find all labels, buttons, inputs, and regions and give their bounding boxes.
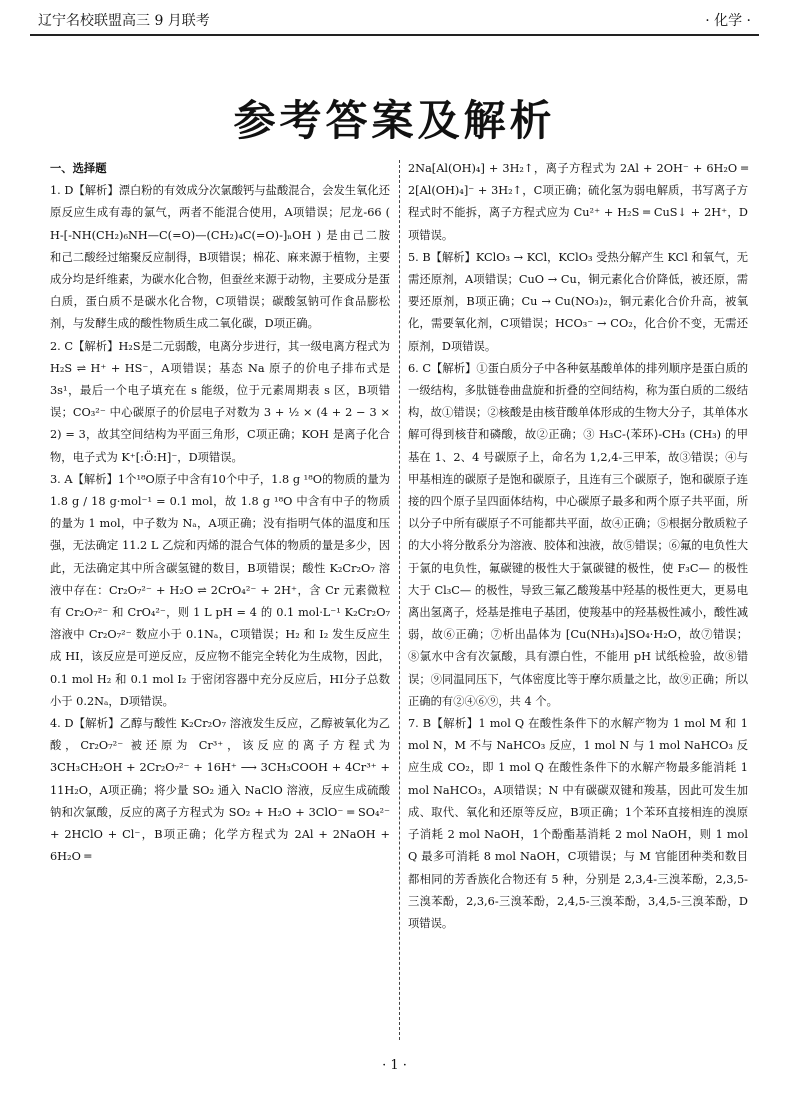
answer-4: 4. D【解析】乙醇与酸性 K₂Cr₂O₇ 溶液发生反应，乙醇被氧化为乙酸，Cr₂O₇²⁻ 被还原为 Cr³⁺，该反应的离子方程式为 3CH₃CH₂OH + 2Cr₂O₇²⁻ + 16H⁺ ⟶ 3CH₃COOH + 4Cr³⁺ + 11H₂O，A项正确；将少量 SO₂ 通入 NaClO 溶液，反应生成硫酸钠和次氯酸，反应的离子方程式为 SO₂ + H₂O + 3ClO⁻ ═ SO₄²⁻ + 2HClO + Cl⁻，B项正确；化学方程式为 2Al + 2NaOH + 6H₂O ═ [50, 717, 390, 864]
answer-6: 6. C【解析】①蛋白质分子中各种氨基酸单体的排列顺序是蛋白质的一级结构，多肽链卷曲盘旋和折叠的空间结构，称为蛋白质的二级结构，故①错误；②核酸是由核苷酸单体形成的生物大分子，其单体水解可得到核苷和磷酸，故②正确；③ H₃C-⟨苯环⟩-CH₃ (CH₃) 的甲基在 1、2、4 号碳原子上，命名为 1,2,4-三甲苯，故③错误；④与甲基相连的碳原子是饱和碳原子，且连有三个碳原子，饱和碳原子连接的四个原子呈四面体结构，中心碳原子最多和两个原子共平面，所以分子中所有碳原子不可能都共平面，故④正确；⑤根据分散质粒子的大小将分散系分为溶液、胶体和浊液，故⑤错误；⑥氟的电负性大于氯的电负性，氟碳键的极性大于氯碳键的极性，使 F₃C— 的极性大于 Cl₃C— 的极性，导致三氟乙酸羧基中羟基的极性更大，更易电离出氢离子，烃基是推电子基团，使羧基中的羟基极性减小，酸性减弱，故⑥正确；⑦析出晶体为 [Cu(NH₃)₄]SO₄·H₂O，故⑦错误；⑧氯水中含有次氯酸，具有漂白性，不能用 pH 试纸检验，故⑧错误；⑨同温同压下，气体密度比等于摩尔质量之比，故⑨正确；所以正确的有②④⑥⑨，共 4 个。 [408, 361, 748, 708]
answer-2: 2. C【解析】H₂S是二元弱酸，电离分步进行，其一级电离方程式为 H₂S ⇌ H⁺ + HS⁻，A项错误；基态 Na 原子的价电子排布式是 3s¹，最后一个电子填充在 s 能级，位于元素周期表 s 区，B项错误；CO₃²⁻ 中心碳原子的价层电子对数为 3 + ½ × (4 + 2 − 3 × 2) = 3，故其空间结构为平面三角形，C项正确；KOH 是离子化合物，电子式为 K⁺[:Ö:H]⁻，D项错误。 [50, 339, 390, 464]
page-header [30, 8, 759, 36]
right-column [408, 158, 748, 935]
left-column [50, 158, 390, 869]
exam-title: 辽宁名校联盟高三 9 月联考 [38, 13, 210, 29]
answer-1: 1. D【解析】漂白粉的有效成分次氯酸钙与盐酸混合，会发生氧化还原反应生成有毒的氯气，两者不能混合使用，A项错误；尼龙-66 ( H-[-NH(CH₂)₆NH—C(=O)—(CH₂)₄C(=O)-]ₙOH ) 是由己二胺和己二酸经过缩聚反应制得，B项错误；棉花、麻来源于植物，主要成分均是纤维素，为碳水化合物，但蚕丝来源于动物，主要成分是蛋白质，蛋白质不是碳水化合物，C项错误；碳酸氢钠可作食品膨松剂，与发酵生成的酸性物质生成二氧化碳，D项正确。 [50, 184, 390, 331]
document-title: 参考答案及解析 [233, 96, 556, 145]
page-number: · 1 · [382, 1058, 407, 1073]
answer-5: 5. B【解析】KClO₃ → KCl，KClO₃ 受热分解产生 KCl 和氧气，无需还原剂，A项错误；CuO → Cu，铜元素化合价降低，被还原，需要还原剂，B项正确；Cu → Cu(NO₃)₂，铜元素化合价升高，被氧化，需要氧化剂，C项错误；HCO₃⁻ → CO₂，化合价不变，无需还原剂，D项错误。 [408, 250, 748, 353]
section-heading: 一、选择题 [50, 162, 107, 175]
answer-7: 7. B【解析】1 mol Q 在酸性条件下的水解产物为 1 mol M 和 1 mol N，M 不与 NaHCO₃ 反应，1 mol N 与 1 mol NaHCO₃ 反应生成 CO₂，即 1 mol Q 在酸性条件下的水解产物最多能消耗 1 mol NaHCO₃，A项错误；N 中有碳碳双键和羧基，因此可发生加成、取代、氧化和还原等反应，B项正确；1个苯环直接相连的溴原子消耗 2 mol NaOH，1个酚酯基消耗 2 mol NaOH，则 1 mol Q 最多可消耗 8 mol NaOH，C项错误；与 M 官能团种类和数目都相同的芳香族化合物还有 5 种，分别是 2,3,4-三溴苯酚，2,3,5-三溴苯酚，2,3,6-三溴苯酚，2,4,5-三溴苯酚，3,4,5-三溴苯酚，D项错误。 [408, 717, 748, 930]
subject-label: · 化学 · [705, 13, 751, 29]
column-divider [399, 160, 400, 1040]
answer-3: 3. A【解析】1个¹⁸O原子中含有10个中子，1.8 g ¹⁸O的物质的量为 1.8 g / 18 g·mol⁻¹ = 0.1 mol，故 1.8 g ¹⁸O 中含有中子的物质的量为 1 mol，中子数为 Nₐ，A项正确；没有指明气体的温度和压强，无法确定 11.2 L 乙烷和丙烯的混合气体的物质的量是多少，因此，无法确定其中所含碳氢键的数目，B项错误；酸性 K₂Cr₂O₇ 溶液中存在：Cr₂O₇²⁻ + H₂O ⇌ 2CrO₄²⁻ + 2H⁺，含 Cr 元素微粒有 Cr₂O₇²⁻ 和 CrO₄²⁻，则 1 L pH = 4 的 0.1 mol·L⁻¹ K₂Cr₂O₇ 溶液中 Cr₂O₇²⁻ 数应小于 0.1Nₐ，C项错误；H₂ 和 I₂ 发生反应生成 HI，该反应是可逆反应，反应物不能完全转化为生成物，因此，0.1 mol H₂ 和 0.1 mol I₂ 于密闭容器中充分反应后，HI分子总数小于 0.2Nₐ，D项错误。 [50, 472, 390, 708]
answer-4-continued: 2Na[Al(OH)₄] + 3H₂↑，离子方程式为 2Al + 2OH⁻ + 6H₂O ═ 2[Al(OH)₄]⁻ + 3H₂↑，C项正确；硫化氢为弱电解质，书写离子方程式时不能拆，离子方程式应为 Cu²⁺ + H₂S ═ CuS↓ + 2H⁺，D项错误。 [408, 162, 748, 242]
